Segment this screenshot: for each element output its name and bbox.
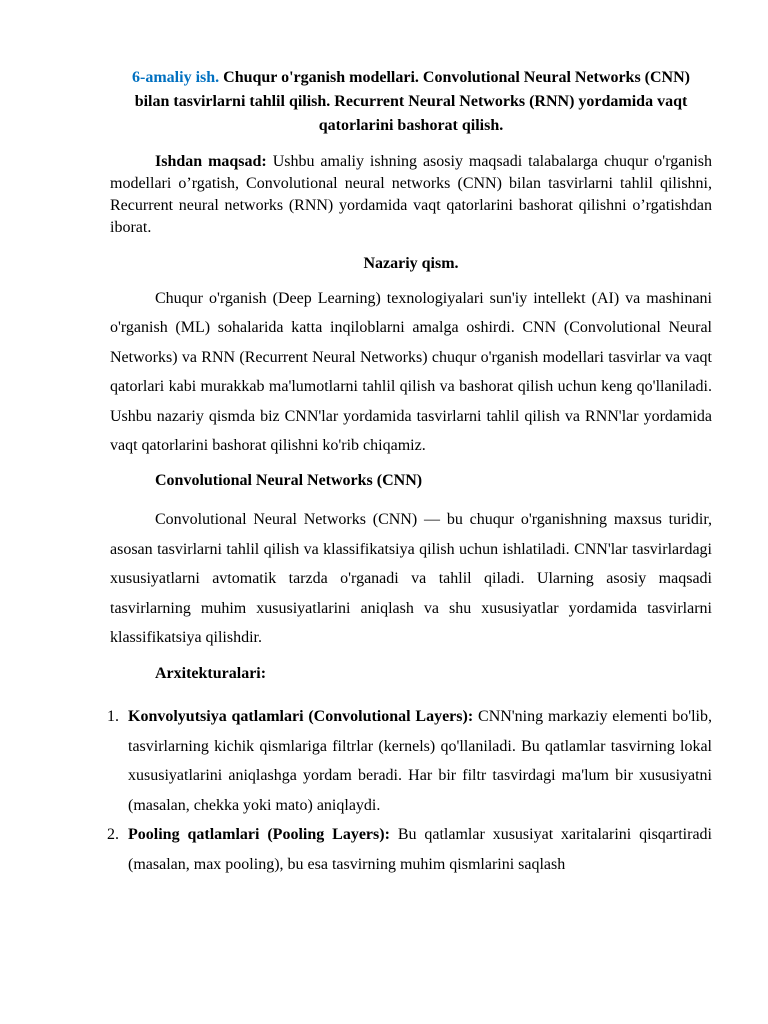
cnn-heading: Convolutional Neural Networks (CNN) — [155, 472, 423, 490]
list-item-label: Konvolyutsiya qatlamlari (Convolutional Layers): — [128, 708, 474, 726]
list-item — [107, 702, 712, 820]
list-item-text: CNN'ning markaziy elementi bo'lib, tasvirlarning kichik qismlariga filtrlar (kernels) qo'llaniladi. Bu qatlamlar tasvirning lokal xususiyatlarini aniqlashga yordam beradi. Har bir filtr tasvirdagi ma'lum bir xususiyatni (masalan, chekka yoki mato) aniqlaydi. — [128, 708, 712, 814]
lab-number-label: 6-amaliy ish. — [132, 69, 220, 86]
architecture-heading: Arxitekturalari: — [155, 665, 267, 683]
document-page — [107, 66, 713, 879]
list-item-number: 1. — [107, 708, 119, 726]
cnn-paragraph: Convolutional Neural Networks (CNN) — bu chuqur o'rganishning maxsus turidir, asosan tasvirlarni tahlil qilish va klassifikatsiya qilish uchun ishlatiladi. CNN'lar tasvirlardagi xususiyatlarni avtomatik tarzda o'rganadi va tahlil qiladi. Ularning asosiy maqsadi tasvirlarning muhim xususiyatlarini aniqlash va shu xususiyatlar yordamida tasvirlarni klassifikatsiya qilishdir. — [110, 511, 712, 647]
list-item-label: Pooling qatlamlari (Pooling Layers): — [128, 826, 390, 844]
list-item-number: 2. — [107, 826, 119, 844]
title-text: Chuqur o'rganish modellari. Convolutional Neural Networks (CNN) bilan tasvirlarni tahlil qilish. Recurrent Neural Networks (RNN) yordamida vaqt qatorlarini bashorat qilish. — [134, 69, 690, 134]
theory-heading: Nazariy qism. — [363, 255, 459, 272]
theory-paragraph: Chuqur o'rganish (Deep Learning) texnologiyalari sun'iy intellekt (AI) va mashinani o'rganish (ML) sohalarida katta inqiloblarni amalga oshirdi. CNN (Convolutional Neural Networks) va RNN (Recurrent Neural Networks) chuqur o'rganish modellari tasvirlar va vaqt qatorlari kabi murakkab ma'lumotlarni tahlil qilish va bashorat qilish uchun keng qo'llaniladi. Ushbu nazariy qismda biz CNN'lar yordamida tasvirlarni tahlil qilish va RNN'lar yordamida vaqt qatorlarini bashorat qilishni ko'rib chiqamiz. — [110, 290, 712, 455]
document-title — [116, 66, 706, 138]
list-item — [107, 820, 712, 879]
goal-label: Ishdan maqsad: — [155, 153, 267, 170]
goal-paragraph — [110, 151, 712, 239]
goal-text: Ushbu amaliy ishning asosiy maqsadi talabalarga chuqur o'rganish modellari o’rgatish, Convolutional neural networks (CNN) bilan tasvirlarni tahlil qilishni, Recurrent neural networks (RNN) yordamida vaqt qatorlarini bashorat qilishni o’rgatishdan iborat. — [110, 153, 713, 236]
architecture-list — [107, 702, 712, 878]
list-item-text: Bu qatlamlar xususiyat xaritalarini qisqartiradi (masalan, max pooling), bu esa tasvirning muhim qismlarini saqlash — [128, 826, 712, 873]
